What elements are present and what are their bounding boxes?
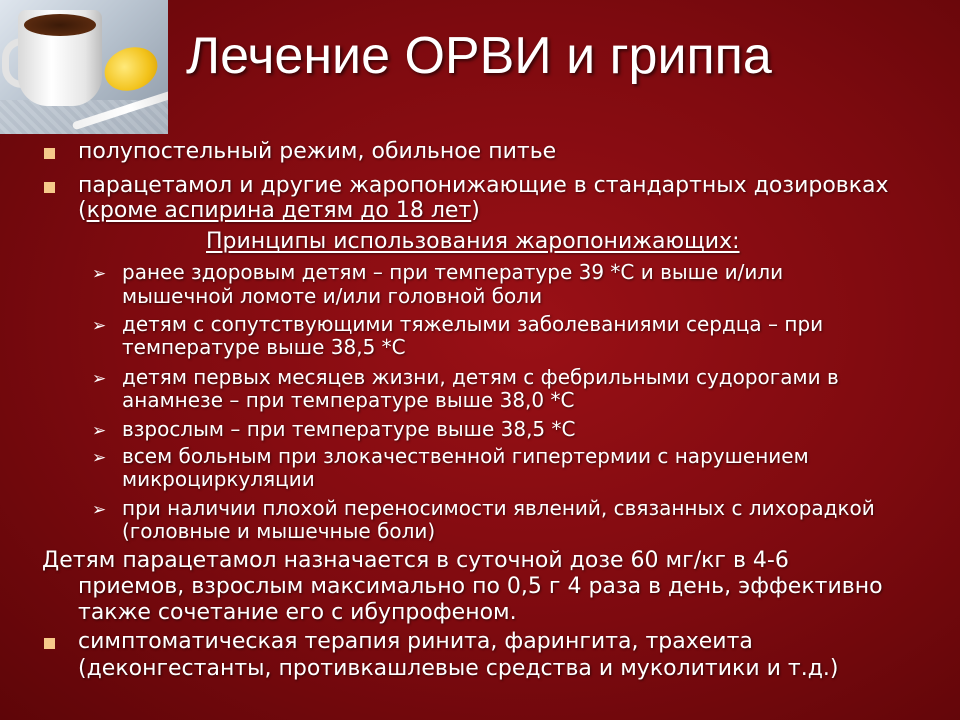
dose-text: приемов, взрослым максимально по 0,5 г 4 раза в день, эффективно: [78, 574, 883, 599]
principle-text: ранее здоровым детям – при температуре 39 *С и выше и/или: [122, 260, 784, 284]
bullet-text: полупостельный режим, обильное питье: [78, 139, 557, 164]
square-bullet-icon: [44, 638, 55, 649]
principle-text: всем больным при злокачественной гипертермии с нарушением: [122, 444, 809, 468]
arrow-bullet-icon: ➢: [92, 264, 107, 284]
tea-surface-shape: [24, 14, 96, 36]
principle-text: мышечной ломоте и/или головной боли: [122, 284, 543, 308]
principle-text: взрослым – при температуре выше 38,5 *С: [122, 417, 576, 441]
principle-text: детям первых месяцев жизни, детям с фебрильными судорогами в: [122, 365, 839, 389]
arrow-bullet-icon: ➢: [92, 369, 107, 389]
dose-text: Детям парацетамол назначается в суточной дозе 60 мг/кг в 4-6: [42, 548, 789, 573]
principle-text: анамнезе – при температуре выше 38,0 *С: [122, 388, 575, 412]
bullet-text: симптоматическая терапия ринита, фарингита, трахеита: [78, 629, 753, 654]
bullet-text: парацетамол и другие жаропонижающие в стандартных дозировках: [78, 173, 889, 198]
arrow-bullet-icon: ➢: [92, 500, 107, 520]
bullet-text-line2: [78, 199, 480, 223]
paren-close: ): [471, 198, 480, 223]
square-bullet-icon: [44, 148, 55, 159]
dose-text: также сочетание его с ибупрофеном.: [78, 600, 517, 625]
aspirin-warning: кроме аспирина детям до 18 лет: [86, 198, 472, 223]
bullet-text: (деконгестанты, противкашлевые средства и муколитики и т.д.): [78, 656, 839, 681]
paren-open: (: [78, 198, 87, 223]
principle-text: при наличии плохой переносимости явлений, связанных с лихорадкой: [122, 496, 875, 520]
arrow-bullet-icon: ➢: [92, 421, 107, 441]
square-bullet-icon: [44, 182, 55, 193]
principle-text: температуре выше 38,5 *С: [122, 335, 406, 359]
lemon-shape: [98, 40, 163, 98]
slide-title: Лечение ОРВИ и гриппа: [186, 27, 772, 85]
principle-text: (головные и мышечные боли): [122, 519, 436, 543]
principles-heading: Принципы использования жаропонижающих:: [206, 229, 740, 254]
principle-text: микроциркуляции: [122, 467, 315, 491]
arrow-bullet-icon: ➢: [92, 316, 107, 336]
tea-cup-photo: [0, 0, 168, 134]
arrow-bullet-icon: ➢: [92, 448, 107, 468]
principle-text: детям с сопутствующими тяжелыми заболеваниями сердца – при: [122, 312, 824, 336]
